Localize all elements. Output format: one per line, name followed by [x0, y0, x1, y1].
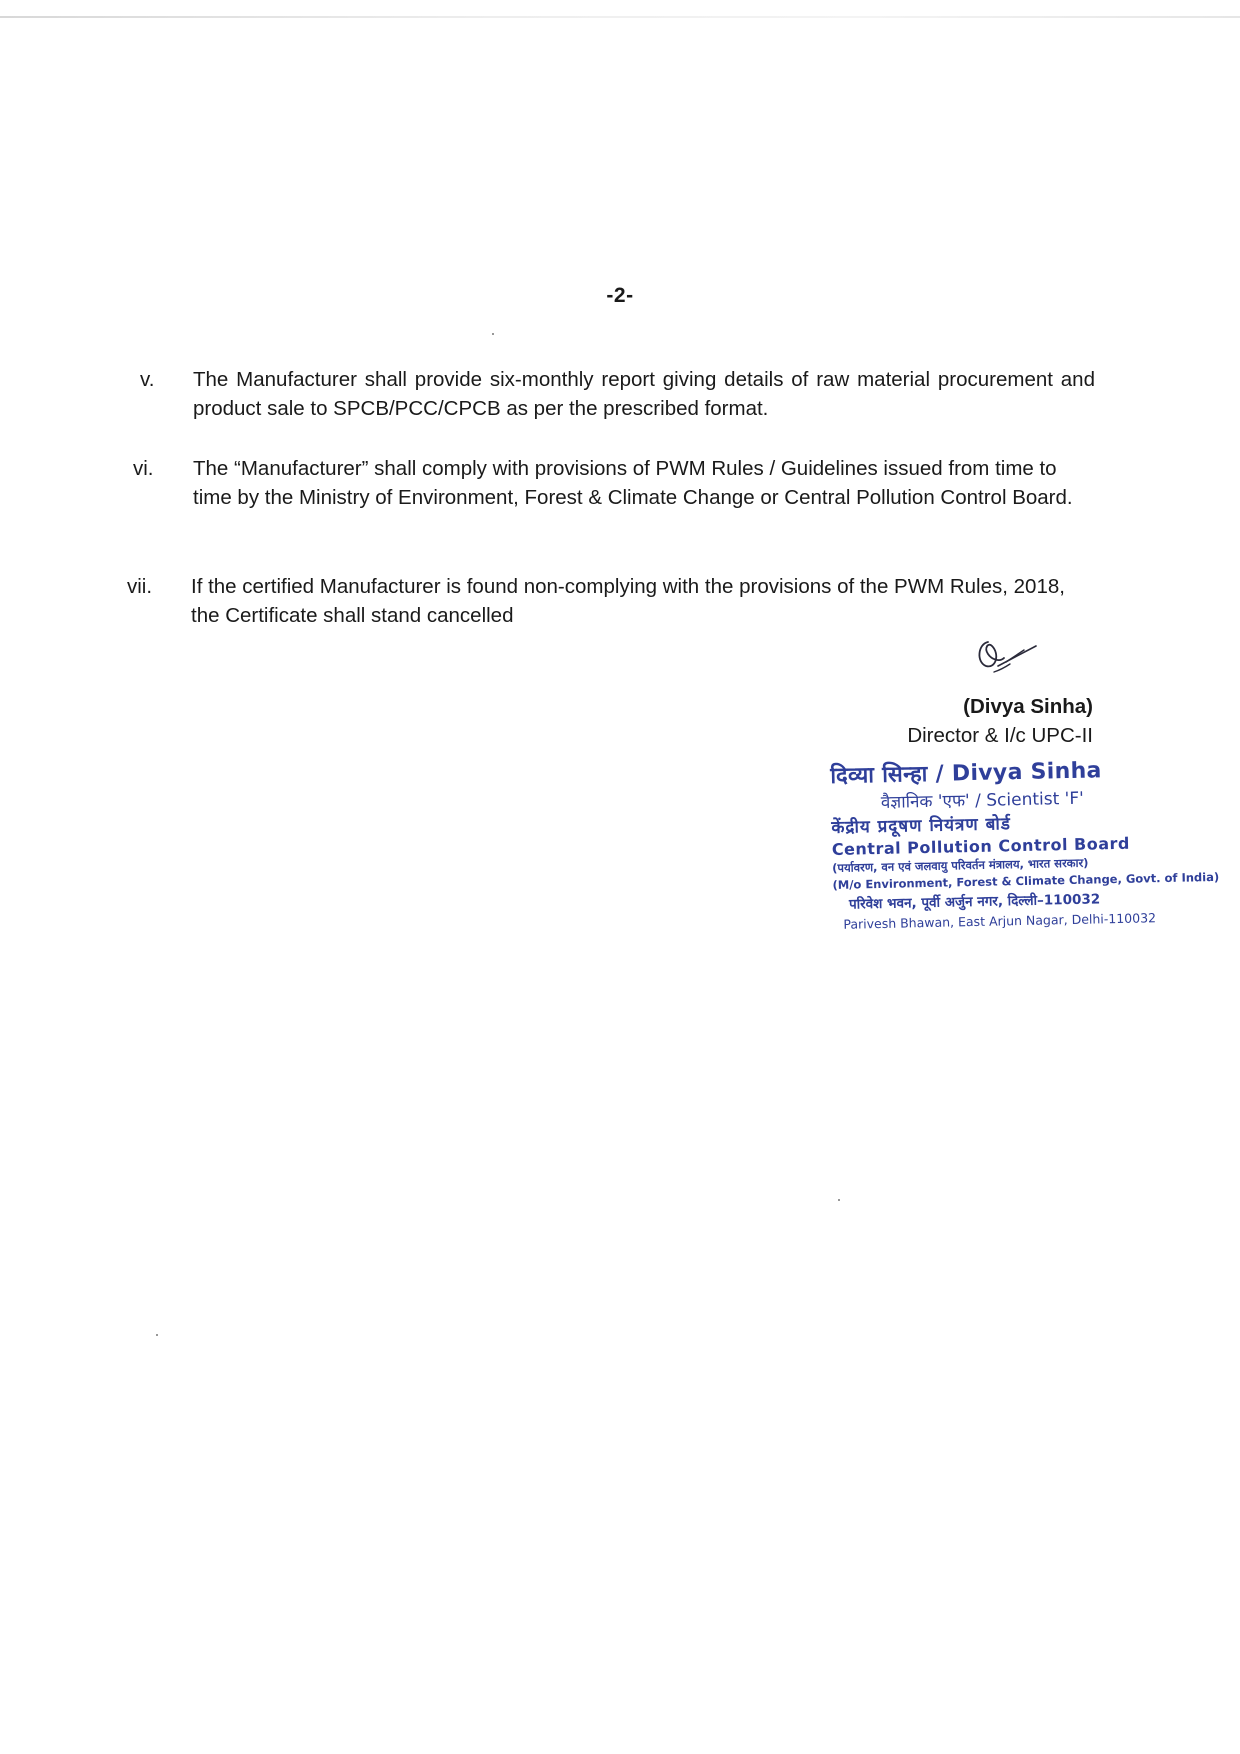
stamp-organisation: Central Pollution Control Board	[831, 833, 1131, 859]
signatory-designation: Director & I/c UPC-II	[907, 724, 1093, 747]
clause-numeral: vi.	[133, 457, 154, 480]
clause-text: The Manufacturer shall provide six-monthly report giving details of raw material procurement and product sale to SPCB/PCC/CPCB as per the prescribed format.	[193, 368, 1095, 420]
signatory-name: (Divya Sinha)	[963, 695, 1093, 718]
handwritten-signature	[970, 632, 1042, 676]
stamp-title: वैज्ञानिक 'एफ' / Scientist 'F'	[880, 788, 1085, 813]
clause-text: The “Manufacturer” shall comply with provisions of PWM Rules / Guidelines issued from time to time by the Ministry of Environment, Forest & Climate Change or Central Pollution Control Board.	[193, 457, 1073, 509]
clause-numeral: vii.	[127, 575, 153, 598]
scan-speck	[838, 1199, 840, 1201]
scan-speck	[156, 1334, 158, 1336]
clause-text: If the certified Manufacturer is found non-complying with the provisions of the PWM Rules, 2018, the Certificate shall stand cancelled	[191, 575, 1065, 627]
signatory-block	[907, 692, 1093, 750]
scan-speck	[492, 333, 494, 335]
clause-numeral: v.	[140, 368, 155, 391]
stamp-organisation-hindi: केंद्रीय प्रदूषण नियंत्रण बोर्ड	[831, 814, 1012, 838]
stamp-address: Parivesh Bhawan, East Arjun Nagar, Delhi-110032	[843, 910, 1157, 932]
stamp-address-hindi: परिवेश भवन, पूर्वी अर्जुन नगर, दिल्ली–110032	[848, 891, 1101, 913]
stamp-ministry-hindi: (पर्यावरण, वन एवं जलवायु परिवर्तन मंत्रालय, भारत सरकार)	[832, 855, 1089, 875]
official-stamp	[830, 755, 1220, 934]
stamp-name: दिव्या सिन्हा / Divya Sinha	[830, 758, 1102, 789]
page-number: -2-	[606, 284, 634, 307]
scan-top-edge	[0, 16, 1240, 18]
stamp-ministry: (M/o Environment, Forest & Climate Change, Govt. of India)	[832, 869, 1220, 892]
